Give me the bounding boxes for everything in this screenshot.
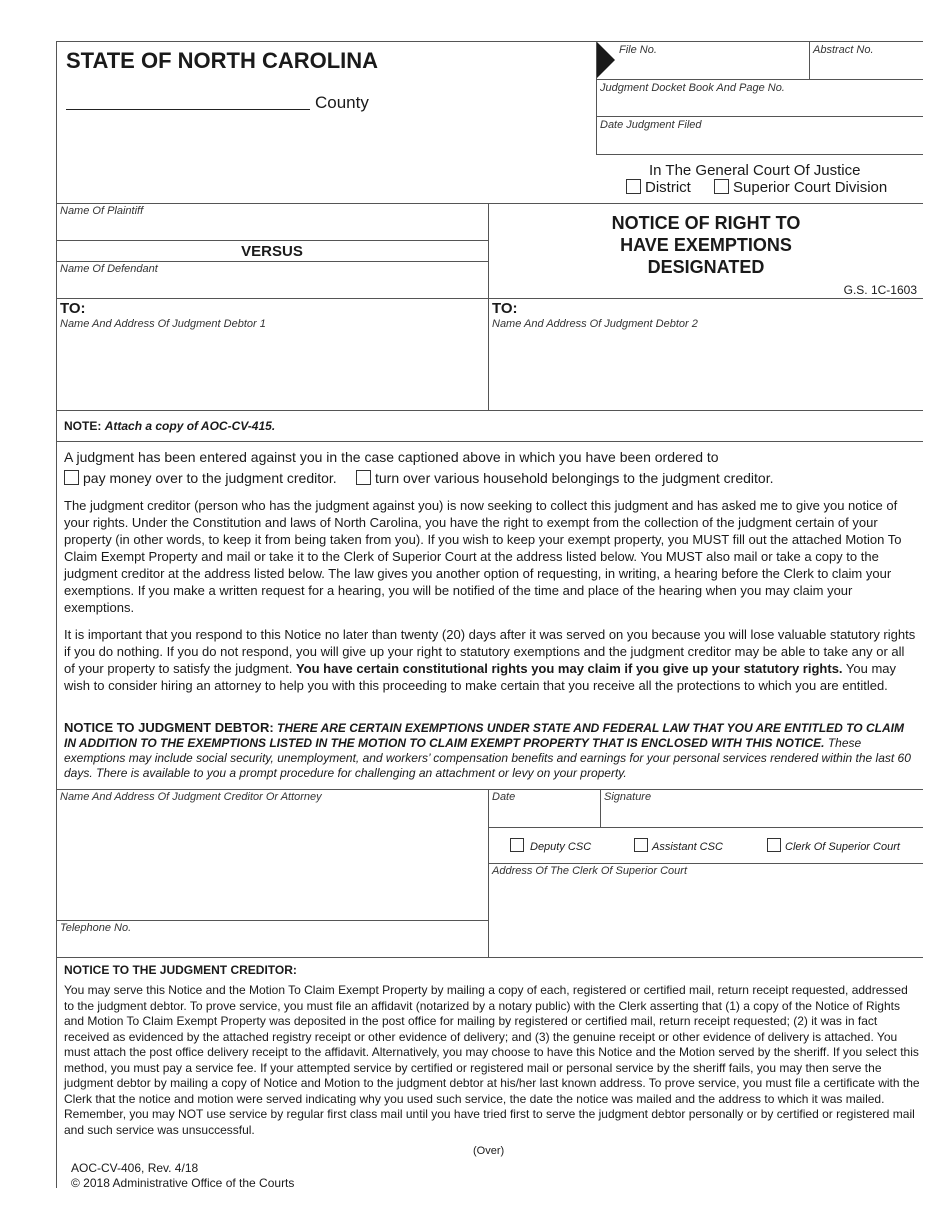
debtor-notice: [64, 720, 917, 781]
copyright: © 2018 Administrative Office of the Courts: [71, 1176, 295, 1190]
pay-money-label: pay money over to the judgment creditor.: [83, 470, 337, 486]
superior-checkbox[interactable]: [714, 179, 729, 194]
turn-over-option[interactable]: [356, 470, 773, 486]
signature-bottom-border: [56, 957, 923, 958]
title-line-1: NOTICE OF RIGHT TO: [611, 213, 801, 233]
debtors-top-border: [56, 298, 923, 299]
note-bottom-border: [56, 441, 923, 442]
respond-text-c: You may wish to consider hiring an attorney to help you with this proceeding to make certain that you receive all the protections to which you are entitled.: [64, 661, 897, 693]
signature-row-bottom: [488, 827, 923, 828]
creditor-notice-text: You may serve this Notice and the Motion To Claim Exempt Property by mailing a copy of each, registered or certified mail, return receipt requested, addressed to the judgment debtor. To prove service, you must file an affidavit (notarized by a notary public) with the Clerk asserting that (1) a copy of the Notice of Rights and Motion To Claim Exempt Property was deposited in the post office for mailing by registered or certified mail, return receipt requested; (2) it was in fact received as evidenced by the attached registry receipt or other evidence of delivery; and (3) the genuine receipt or other evidence of delivery is attached. You must attach the post office delivery receipt to the affidavit. Alternatively, you may choose to have this Notice and the Motion served by the sheriff. If you select this method, you must pay a service fee. If your attempted service by certified or registered mail or personal service by the sheriff fails, you may then serve the judgment debtor by mailing a copy of Notice and Motion to the judgment debtor at his/her last known address. To prove service, you must file a certificate with the Clerk that the notice and motion were served indicating why you used such service, the date the notice was mailed and the address to which it was mailed. Remember, you may NOT use service by regular first class mail until you have tried first to serve the judgment debtor personally or by certified or registered mail and such service was unsuccessful.: [64, 983, 920, 1137]
signature-top-border: [56, 789, 923, 790]
date-row-divider: [596, 154, 923, 155]
frame-left-border: [56, 41, 57, 1188]
district-label: District: [645, 179, 691, 196]
judgment-intro: A judgment has been entered against you in the case captioned above in which you have been ordered to: [64, 449, 719, 465]
file-marker-icon: [597, 42, 615, 78]
rights-paragraph-text: The judgment creditor (person who has the judgment against you) is now seeking to collect this judgment and has asked me to give you notice of your rights. Under the Constitution and laws of North Carolina, you have the right to exempt from the collection of the judgment certain of your property (in other words, to keep it from being taken from you). If you wish to keep your exempt property, you MUST fill out the attached Motion To Claim Exempt Property and mail or take it to the Clerk of Superior Court at the address listed below. You MUST also mail or take a copy to the judgment creditor at the address listed below. The law gives you another option of requesting, in writing, a hearing before the Clerk to claim your exemptions. If you make a written request for a hearing, you will be notified of the time and place of the hearing when you may claim your exemptions.: [64, 498, 902, 615]
creditor-notice-heading: NOTICE TO THE JUDGMENT CREDITOR:: [64, 963, 297, 977]
plaintiff-label: Name Of Plaintiff: [60, 205, 144, 217]
clerk-checkbox[interactable]: [767, 838, 781, 852]
checkbox-row-bottom: [488, 863, 923, 864]
rights-paragraph: [64, 497, 917, 616]
date-label: Date: [492, 791, 516, 803]
note-body: Attach a copy of AOC-CV-415.: [104, 419, 276, 433]
title-line-2: HAVE EXEMPTIONS: [620, 235, 792, 255]
over-label: (Over): [473, 1145, 505, 1157]
title-line-3: DESIGNATED: [647, 257, 765, 277]
clerk-address-label: Address Of The Clerk Of Superior Court: [492, 865, 688, 877]
center-divider-lower: [488, 789, 489, 957]
creditor-label: Name And Address Of Judgment Creditor Or Attorney: [60, 791, 322, 803]
clerk-option[interactable]: [767, 838, 900, 853]
district-checkbox[interactable]: [626, 179, 641, 194]
telephone-top-border: [56, 920, 488, 921]
assistant-option[interactable]: [634, 838, 723, 853]
defendant-label: Name Of Defendant: [60, 263, 158, 275]
district-option[interactable]: [626, 179, 691, 196]
date-signature-divider: [600, 789, 601, 827]
clerk-label: Clerk Of Superior Court: [785, 841, 900, 853]
signature-label: Signature: [604, 791, 652, 803]
abstract-no-label: Abstract No.: [813, 44, 874, 56]
turn-over-checkbox[interactable]: [356, 470, 371, 485]
abstract-divider: [809, 41, 810, 79]
to-label-1: TO:: [60, 300, 86, 317]
date-judgment-filed-label: Date Judgment Filed: [600, 119, 702, 131]
superior-option[interactable]: [714, 179, 887, 196]
parties-top-border: [56, 203, 923, 204]
statute-label: G.S. 1C-1603: [843, 283, 917, 297]
county-label: County: [315, 93, 369, 112]
debtor-notice-label: NOTICE TO JUDGMENT DEBTOR:: [64, 720, 274, 735]
debtor-notice-italic: These exemptions may include social security, unemployment, and workers’ compensation benefits and earnings for your personal services rendered within the last 60 days. There is available to you a prompt procedure for challenging an attachment or levy on your property.: [64, 736, 911, 780]
respond-text-bold: You have certain constitutional rights you may claim if you give up your statutory rights.: [295, 661, 843, 676]
form-number: AOC-CV-406, Rev. 4/18: [71, 1161, 199, 1175]
superior-label: Superior Court Division: [733, 179, 888, 196]
respond-text-a: It is important that you respond to this Notice no later than twenty (20) days after it was served on you because you will lose valuable statutory rights if you do nothing. If you do not respond, you will give up your right to statutory exemptions and the judgment creditor may be able to take any or all of your property to satisfy the judgment.: [64, 627, 916, 676]
telephone-label: Telephone No.: [60, 922, 132, 934]
plaintiff-bottom: [56, 240, 488, 241]
pay-money-checkbox[interactable]: [64, 470, 79, 485]
county-blank-line[interactable]: [66, 109, 310, 110]
debtor-2-label: Name And Address Of Judgment Debtor 2: [492, 318, 698, 330]
versus-bottom: [56, 261, 488, 262]
debtor-1-label: Name And Address Of Judgment Debtor 1: [60, 318, 266, 330]
court-label: In The General Court Of Justice: [649, 162, 861, 179]
pay-money-option[interactable]: [64, 470, 337, 486]
respond-paragraph: [64, 626, 917, 694]
file-row-divider: [596, 79, 923, 80]
deputy-label: Deputy CSC: [530, 841, 592, 853]
respond-paragraph-text: [64, 626, 917, 694]
turn-over-label: turn over various household belongings to the judgment creditor.: [375, 470, 774, 486]
file-no-label: File No.: [619, 44, 657, 56]
assistant-label: Assistant CSC: [652, 841, 723, 853]
frame-top-border: [56, 41, 923, 42]
deputy-option[interactable]: [510, 838, 591, 853]
versus-label: VERSUS: [241, 243, 303, 260]
note-text: [64, 419, 275, 433]
state-title: STATE OF NORTH CAROLINA: [66, 48, 379, 73]
assistant-checkbox[interactable]: [634, 838, 648, 852]
form-title: [489, 212, 923, 278]
deputy-checkbox[interactable]: [510, 838, 524, 852]
judgment-docket-label: Judgment Docket Book And Page No.: [600, 82, 785, 94]
debtor-notice-caps: THERE ARE CERTAIN EXEMPTIONS UNDER STATE AND FEDERAL LAW THAT YOU ARE ENTITLED TO CLAIM IN ADDITION TO THE EXEMPTIONS LISTED IN THE MOTION TO CLAIM EXEMPT PROPERTY THAT IS ENCLOSED WITH THIS NOTICE.: [64, 721, 904, 750]
to-label-2: TO:: [492, 300, 518, 317]
note-prefix: NOTE:: [64, 419, 102, 433]
docket-row-divider: [596, 116, 923, 117]
debtors-bottom-border: [56, 410, 923, 411]
